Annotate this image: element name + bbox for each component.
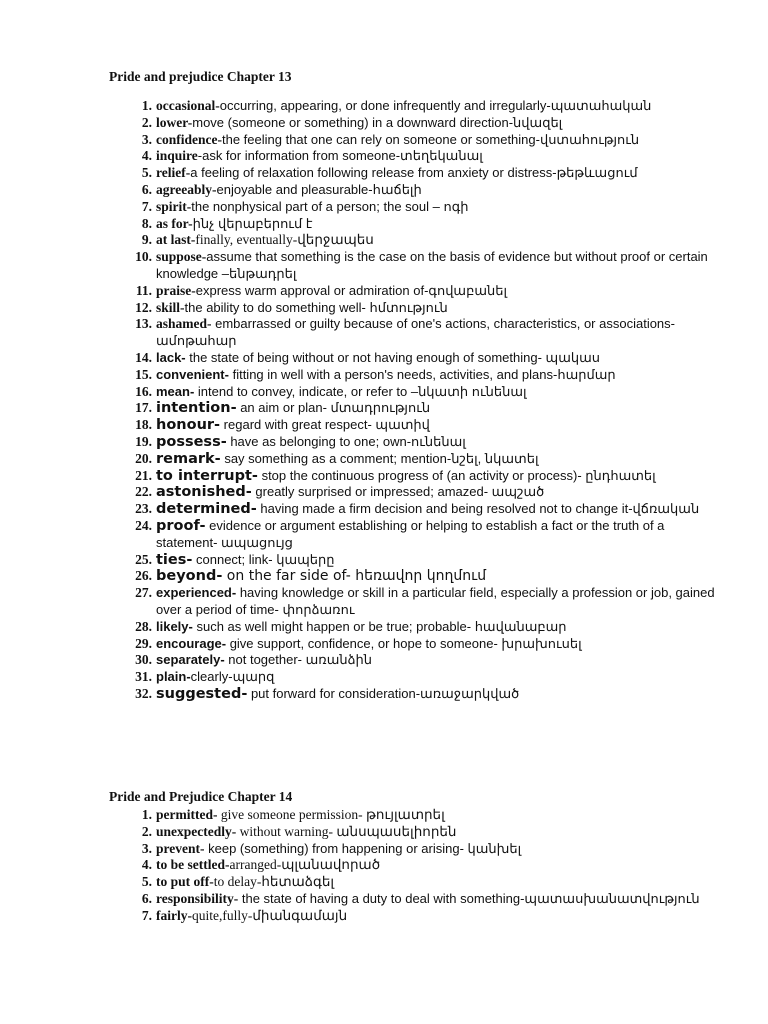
- vocab-item: [109, 501, 729, 518]
- vocab-term: encourage-: [156, 635, 227, 651]
- vocab-definition: the nonphysical part of a person; the soul – ոգի: [191, 198, 469, 214]
- vocab-item: [109, 568, 729, 585]
- vocab-item: [109, 132, 729, 149]
- vocab-term: ties-: [156, 551, 193, 568]
- vocab-definition: clearly-պարզ: [190, 669, 275, 685]
- vocab-definition: embarrassed or guilty because of one's actions, characteristics, or associations- ամոթահար: [156, 316, 675, 349]
- vocab-definition: connect; link- կապերը: [192, 551, 335, 567]
- vocab-definition: greatly surprised or impressed; amazed- ապշած: [251, 484, 545, 500]
- vocab-item: [109, 585, 729, 619]
- vocab-definition: the feeling that one can rely on someone or something-վստահություն: [221, 131, 640, 147]
- vocab-item: [109, 384, 729, 401]
- item-number: 2.: [141, 823, 152, 839]
- vocab-item: [109, 468, 729, 485]
- vocab-term: prevent-: [156, 840, 205, 856]
- vocab-definition: to delay-հետաձգել: [213, 874, 335, 890]
- item-number: 4.: [141, 148, 152, 164]
- vocab-definition: finally, eventually-վերջապես: [195, 232, 374, 248]
- vocab-term: agreeably-: [156, 181, 217, 197]
- vocab-definition: a feeling of relaxation following release from anxiety or distress-թեթևացում: [190, 165, 638, 181]
- vocab-term: skill-: [156, 299, 185, 315]
- vocab-definition: an aim or plan- մտադրություն: [236, 400, 431, 416]
- item-number: 1.: [141, 807, 152, 822]
- item-number: 10.: [135, 249, 152, 265]
- vocab-definition: regard with great respect- պատիվ: [220, 417, 430, 433]
- vocab-item: [109, 182, 729, 199]
- vocab-term: inquire: [156, 148, 198, 164]
- vocab-term: convenient-: [156, 366, 229, 382]
- chapter-13-title: Pride and prejudice Chapter 13: [109, 69, 292, 84]
- vocab-item: [109, 552, 729, 569]
- chapter-14-vocab-list: [109, 807, 729, 925]
- vocab-definition: fitting in well with a person's needs, activities, and plans-հարմար: [228, 366, 616, 382]
- item-number: 19.: [135, 433, 152, 449]
- vocab-item: [109, 807, 729, 824]
- item-number: 7.: [141, 198, 152, 214]
- vocab-term: at last-: [156, 232, 196, 248]
- vocab-definition: put forward for consideration-առաջարկված: [247, 685, 520, 701]
- vocab-term: confidence-: [156, 131, 222, 147]
- item-number: 12.: [135, 299, 152, 315]
- chapter-14-section: [109, 788, 729, 925]
- vocab-term: remark-: [156, 450, 221, 467]
- vocab-item: [109, 908, 729, 925]
- vocab-term: permitted-: [156, 807, 218, 822]
- item-number: 9.: [141, 232, 152, 248]
- vocab-item: [109, 165, 729, 182]
- vocab-term: suppose-: [156, 249, 207, 265]
- vocab-definition: the state of having a duty to deal with something-պատասխանատվություն: [238, 890, 700, 906]
- vocab-definition: such as well might happen or be true; probable- հավանաբար: [192, 618, 567, 634]
- vocab-item: [109, 857, 729, 874]
- vocab-definition: give someone permission- թույլատրել: [217, 807, 445, 822]
- vocab-term: plain-: [156, 669, 191, 685]
- item-number: 27.: [135, 585, 152, 601]
- item-number: 2.: [141, 114, 152, 130]
- item-number: 21.: [135, 467, 152, 483]
- vocab-term: spirit-: [156, 198, 192, 214]
- vocab-definition: on the far side of- հեռավոր կողմում: [222, 568, 487, 585]
- item-number: 23.: [135, 501, 152, 517]
- vocab-definition: having made a firm decision and being resolved not to change it-վճռական: [256, 501, 700, 517]
- vocab-definition: give support, confidence, or hope to someone- խրախուսել: [226, 635, 582, 651]
- item-number: 6.: [141, 181, 152, 197]
- vocab-item: [109, 669, 729, 686]
- vocab-term: responsibility-: [156, 890, 239, 906]
- vocab-definition: stop the continuous progress of (an activity or process)- ընդհատել: [257, 467, 656, 483]
- vocab-item: [109, 249, 729, 283]
- vocab-item: [109, 417, 729, 434]
- item-number: 3.: [141, 840, 152, 856]
- vocab-item: [109, 350, 729, 367]
- item-number: 3.: [141, 131, 152, 147]
- vocab-term: fairly-: [156, 907, 192, 923]
- vocab-item: [109, 216, 729, 233]
- vocab-item: [109, 841, 729, 858]
- vocab-definition: keep (something) from happening or arising- կանխել: [204, 840, 522, 856]
- item-number: 31.: [135, 669, 152, 685]
- item-number: 1.: [141, 98, 152, 113]
- vocab-term: suggested-: [156, 685, 248, 702]
- vocab-item: [109, 98, 729, 115]
- item-number: 8.: [141, 215, 152, 231]
- vocab-term: as for-: [156, 215, 193, 231]
- vocab-item: [109, 484, 729, 501]
- vocab-term: to put off-: [156, 874, 214, 890]
- vocab-term: relief-: [156, 165, 191, 181]
- item-number: 20.: [135, 450, 152, 466]
- vocab-term: ashamed-: [156, 316, 212, 332]
- item-number: 15.: [135, 366, 152, 382]
- vocab-item: [109, 434, 729, 451]
- vocab-item: [109, 824, 729, 841]
- item-number: 13.: [135, 316, 152, 332]
- vocab-term: to be settled-: [156, 857, 230, 873]
- item-number: 11.: [135, 282, 152, 298]
- vocab-definition: enjoyable and pleasurable-հաճելի: [216, 181, 422, 197]
- item-number: 24.: [135, 517, 152, 533]
- vocab-item: [109, 199, 729, 216]
- item-number: 28.: [135, 618, 152, 634]
- vocab-item: [109, 400, 729, 417]
- vocab-item: [109, 652, 729, 669]
- vocab-definition: quite,fully-միանգամայն: [192, 907, 348, 923]
- vocab-term: lack-: [156, 349, 186, 365]
- chapter-13-vocab-list: [109, 98, 729, 703]
- vocab-term: separately-: [156, 652, 225, 668]
- item-number: 14.: [135, 349, 152, 365]
- vocab-term: beyond-: [156, 568, 223, 585]
- vocab-item: [109, 636, 729, 653]
- vocab-item: [109, 451, 729, 468]
- vocab-term: experienced-: [156, 585, 237, 601]
- vocab-definition: have as belonging to one; own-ունենալ: [226, 433, 466, 449]
- vocab-item: [109, 300, 729, 317]
- vocab-term: unexpectedly-: [156, 823, 237, 839]
- item-number: 4.: [141, 857, 152, 873]
- item-number: 6.: [141, 890, 152, 906]
- vocab-term: honour-: [156, 417, 221, 434]
- vocab-item: [109, 518, 729, 552]
- vocab-item: [109, 891, 729, 908]
- vocab-item: [109, 232, 729, 249]
- vocab-term: to interrupt-: [156, 467, 258, 484]
- vocab-definition: evidence or argument establishing or helping to establish a fact or the truth of a statement- ապացույց: [156, 517, 665, 550]
- vocab-term: lower-: [156, 114, 193, 130]
- vocab-definition: ինչ վերաբերում է: [192, 215, 313, 231]
- vocab-item: [109, 874, 729, 891]
- vocab-item: [109, 686, 729, 703]
- vocab-term: mean-: [156, 383, 195, 399]
- vocab-definition: without warning- անսպասելիորեն: [236, 823, 457, 839]
- vocab-definition: assume that something is the case on the basis of evidence but without proof or certain knowledge –ենթադրել: [156, 249, 708, 281]
- vocab-term: likely-: [156, 618, 193, 634]
- chapter-14-title: Pride and Prejudice Chapter 14: [109, 789, 293, 804]
- vocab-term: proof-: [156, 517, 206, 534]
- item-number: 22.: [135, 484, 152, 500]
- vocab-term: determined-: [156, 501, 257, 518]
- vocab-item: [109, 115, 729, 132]
- vocab-definition: intend to convey, indicate, or refer to –նկատի ունենալ: [194, 383, 527, 399]
- vocab-term: praise-: [156, 282, 196, 298]
- vocab-term: possess-: [156, 433, 227, 450]
- vocab-definition: having knowledge or skill in a particular field, especially a profession or job, gained over a period of time- փորձառու: [156, 585, 715, 617]
- vocab-item: [109, 283, 729, 300]
- item-number: 5.: [141, 165, 152, 181]
- vocab-definition: say something as a comment; mention-նշել, նկատել: [220, 450, 539, 466]
- vocab-definition: not together- առանձին: [224, 652, 372, 668]
- chapter-13-section: [109, 68, 729, 703]
- vocab-definition: -ask for information from someone-տեղեկանալ: [197, 148, 483, 164]
- item-number: 26.: [135, 568, 152, 584]
- vocab-item: [109, 367, 729, 384]
- item-number: 30.: [135, 652, 152, 668]
- vocab-definition: arranged-պլանավորած: [229, 857, 381, 873]
- vocab-term: intention-: [156, 400, 237, 417]
- vocab-item: [109, 619, 729, 636]
- vocab-item: [109, 316, 729, 350]
- vocab-definition: occurring, appearing, or done infrequently and irregularly-պատահական: [219, 98, 652, 113]
- vocab-term: occasional-: [156, 98, 220, 113]
- vocab-definition: move (someone or something) in a downward direction-նվազել: [192, 114, 563, 130]
- vocab-definition: express warm approval or admiration of-գովաբանել: [195, 282, 508, 298]
- item-number: 18.: [135, 417, 152, 433]
- item-number: 29.: [135, 635, 152, 651]
- vocab-item: [109, 148, 729, 165]
- vocab-term: astonished-: [156, 484, 252, 501]
- vocab-definition: the ability to do something well- հմտություն: [184, 299, 448, 315]
- item-number: 32.: [135, 685, 152, 701]
- item-number: 16.: [135, 383, 152, 399]
- item-number: 7.: [141, 907, 152, 923]
- vocab-definition: the state of being without or not having enough of something- պակաս: [185, 349, 601, 365]
- item-number: 25.: [135, 551, 152, 567]
- item-number: 5.: [141, 874, 152, 890]
- item-number: 17.: [135, 400, 152, 416]
